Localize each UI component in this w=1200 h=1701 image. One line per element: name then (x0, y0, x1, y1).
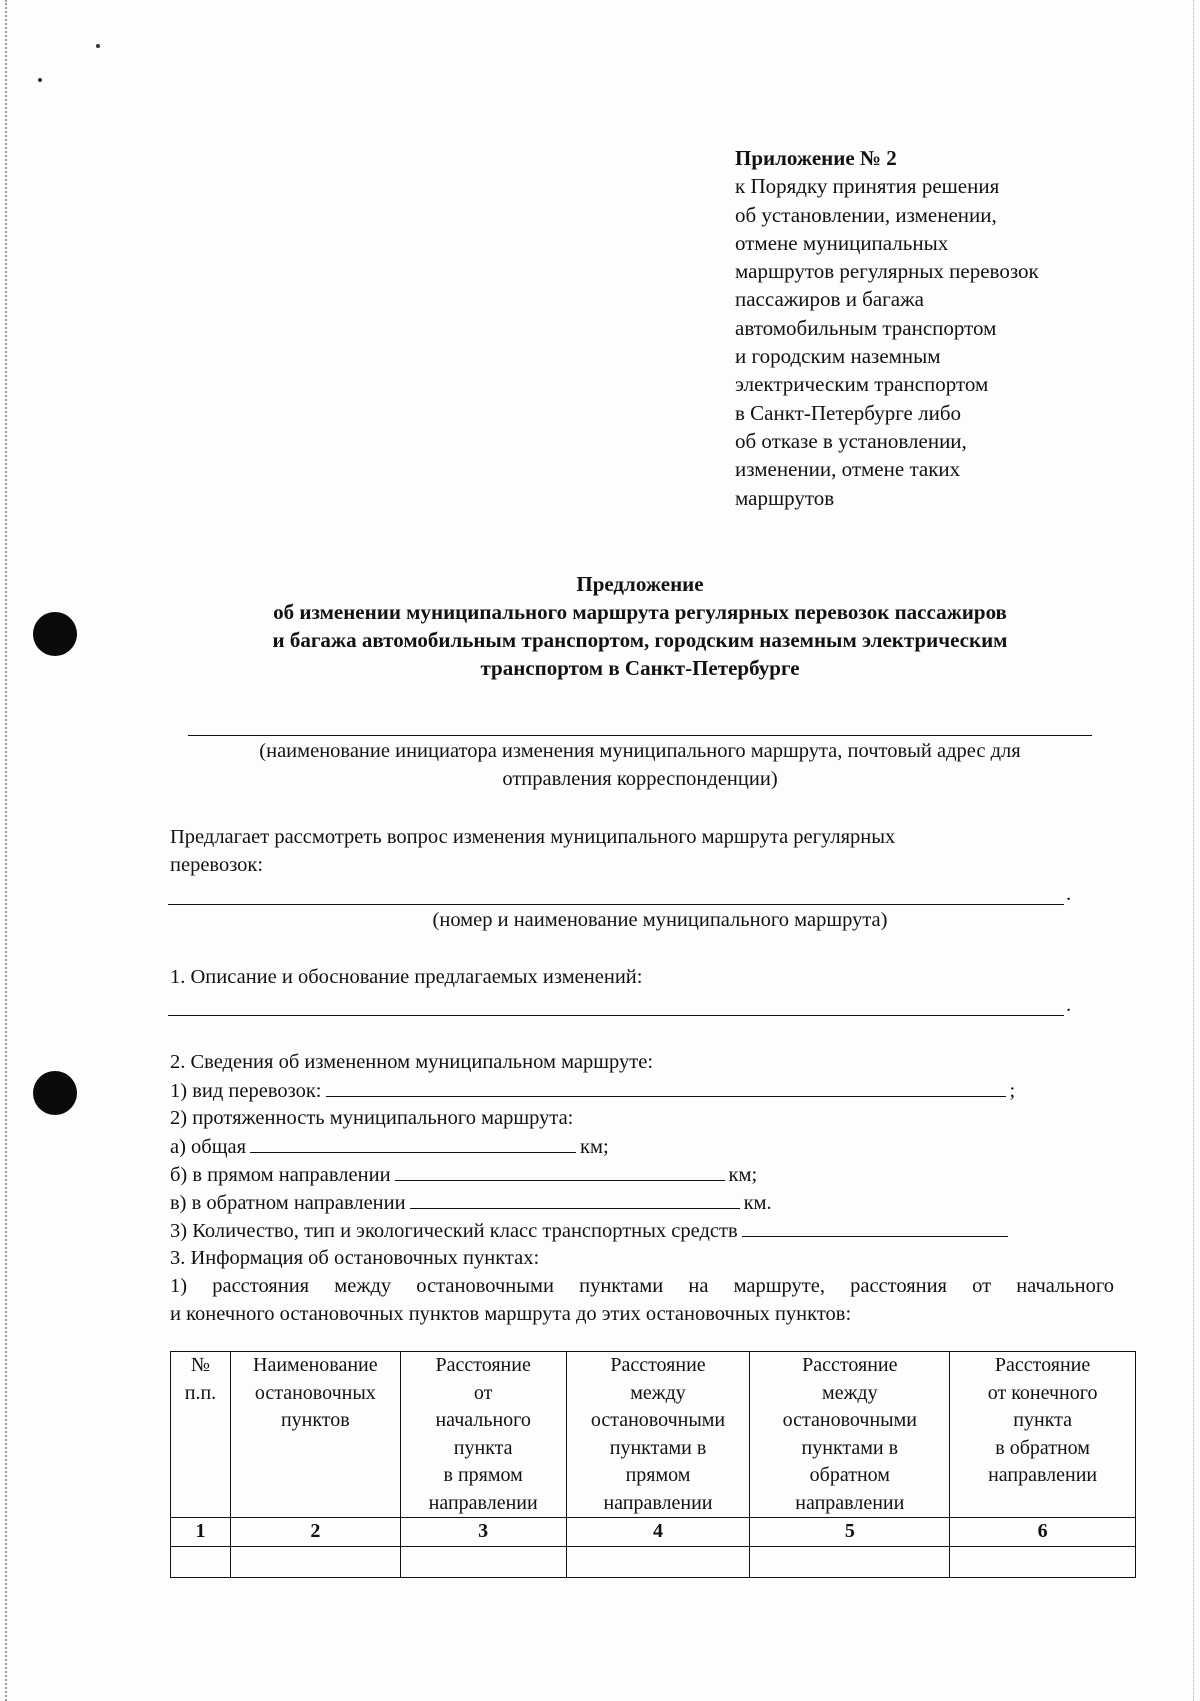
scan-edge-left (5, 0, 7, 1701)
header-text: остановочных (254, 1381, 376, 1404)
header-text: Расстояние (610, 1354, 706, 1376)
column-number-cell: 3 (400, 1518, 566, 1547)
length-label: 2) протяженность муниципального маршрута: (170, 1107, 574, 1129)
appendix-line: автомобильным транспортом (735, 315, 997, 340)
header-text: п.п. (184, 1381, 217, 1404)
appendix-line: к Порядку принятия решения (735, 174, 1000, 199)
appendix-line: отмене муниципальных (735, 230, 949, 255)
forward-length-unit: км; (728, 1164, 758, 1186)
distances-line: и конечного остановочных пунктов маршрута до этих остановочных пунктов: (170, 1303, 852, 1325)
route-input-line[interactable] (168, 904, 1064, 905)
header-text: от (473, 1381, 493, 1404)
punch-hole-icon (33, 612, 77, 656)
table-cell[interactable] (750, 1546, 950, 1577)
header-text: между (822, 1381, 878, 1404)
header-text: пункта (453, 1436, 513, 1459)
table-cell[interactable] (950, 1546, 1136, 1577)
backward-length-field[interactable] (410, 1188, 740, 1209)
header-text: Наименование (253, 1354, 378, 1376)
description-input-line[interactable] (168, 1015, 1064, 1016)
backward-length-row (170, 1188, 772, 1217)
column-number-cell: 5 (750, 1518, 950, 1547)
title-line: транспортом в Санкт-Петербурге (480, 656, 800, 680)
header-text: направлении (428, 1491, 538, 1514)
scan-speck (38, 78, 42, 82)
column-number-cell: 4 (566, 1518, 750, 1547)
header-text: Расстояние (994, 1354, 1091, 1376)
header-text: остановочными (782, 1409, 917, 1431)
transport-type-row (170, 1076, 1015, 1105)
caption-line: (наименование инициатора изменения муниципального маршрута, почтовый адрес для (259, 740, 1021, 762)
initiator-caption (160, 737, 1120, 793)
table-header-cell (750, 1352, 950, 1518)
appendix-line: пассажиров и багажа (735, 287, 924, 312)
appendix-heading: Приложение № 2 (735, 146, 897, 170)
vehicles-field[interactable] (742, 1216, 1008, 1237)
forward-length-row (170, 1160, 757, 1189)
route-caption (160, 906, 1160, 934)
header-text: в прямом (443, 1464, 523, 1486)
table-header-cell (230, 1352, 400, 1518)
header-text: прямом (625, 1464, 691, 1486)
distances-paragraph (170, 1272, 1114, 1328)
document-title (160, 570, 1120, 682)
header-text: остановочными (590, 1409, 726, 1431)
column-number-cell: 2 (230, 1518, 400, 1547)
table-header-cell (950, 1352, 1136, 1518)
transport-type-end: ; (1009, 1080, 1016, 1102)
route-line-end: . (1066, 883, 1072, 905)
appendix-note (735, 144, 1155, 512)
appendix-line: об установлении, изменении, (735, 202, 997, 227)
caption-line: (номер и наименование муниципального маршрута) (432, 909, 888, 931)
appendix-line: и городским наземным (735, 344, 941, 369)
total-length-label: а) общая (170, 1136, 247, 1158)
header-text: № (190, 1354, 210, 1376)
forward-length-label: б) в прямом направлении (170, 1164, 391, 1186)
appendix-line: об отказе в установлении, (735, 428, 967, 453)
transport-type-label: 1) вид перевозок: (170, 1080, 322, 1102)
punch-hole-icon (33, 1071, 77, 1115)
header-text: в обратном (995, 1436, 1090, 1459)
backward-length-unit: км. (743, 1192, 772, 1214)
table-cell[interactable] (566, 1546, 750, 1577)
header-text: пункта (1013, 1409, 1072, 1431)
header-text: пунктами в (609, 1436, 707, 1459)
proposal-text-line: перевозок: (170, 854, 264, 876)
transport-type-field[interactable] (326, 1076, 1006, 1097)
table-row (171, 1546, 1136, 1577)
section2-label: 2. Сведения об измененном муниципальном маршруте: (170, 1051, 654, 1073)
appendix-line: изменении, отмене таких (735, 457, 961, 482)
distances-line: 1) расстояния между остановочными пунктами на маршруте, расстояния от начального (170, 1275, 1114, 1297)
table-header-cell (400, 1352, 566, 1518)
appendix-line: маршрутов (735, 485, 835, 510)
vehicles-row (170, 1216, 1012, 1245)
forward-length-field[interactable] (395, 1160, 725, 1181)
table-header-cell (566, 1352, 750, 1518)
header-text: Расстояние (802, 1354, 898, 1376)
proposal-text-line: Предлагает рассмотреть вопрос изменения муниципального маршрута регулярных (170, 826, 896, 848)
header-text: обратном (809, 1464, 890, 1486)
scan-speck (96, 44, 100, 48)
header-text: направлении (988, 1464, 1098, 1486)
section3-label: 3. Информация об остановочных пунктах: (170, 1247, 540, 1269)
header-text: между (630, 1381, 686, 1404)
title-line: об изменении муниципального маршрута регулярных перевозок пассажиров (273, 600, 1007, 624)
appendix-line: в Санкт-Петербурге либо (735, 400, 962, 425)
table-header-row (171, 1352, 1136, 1518)
backward-length-label: в) в обратном направлении (170, 1192, 406, 1214)
header-text: пунктов (280, 1409, 350, 1431)
title-line: Предложение (576, 572, 704, 596)
header-text: направлении (603, 1491, 713, 1514)
caption-line: отправления корреспонденции) (502, 768, 778, 790)
appendix-line: электрическим транспортом (735, 372, 989, 397)
initiator-input-line[interactable] (188, 735, 1092, 736)
table-number-row (171, 1518, 1136, 1547)
total-length-field[interactable] (250, 1132, 576, 1153)
total-length-unit: км; (580, 1136, 609, 1158)
table-cell[interactable] (171, 1546, 231, 1577)
header-text: Расстояние (435, 1354, 531, 1376)
header-text: начального (435, 1409, 531, 1431)
title-line: и багажа автомобильным транспортом, городским наземным электрическим (272, 628, 1008, 652)
column-number-cell: 6 (950, 1518, 1136, 1547)
header-text: от конечного (987, 1381, 1098, 1404)
table-header-cell (171, 1352, 231, 1518)
column-number-cell: 1 (171, 1518, 231, 1547)
scan-edge-right (1193, 0, 1194, 1701)
stops-table (170, 1351, 1136, 1578)
description-line-end: . (1066, 994, 1072, 1016)
vehicles-label: 3) Количество, тип и экологический класс транспортных средств (170, 1220, 738, 1242)
header-text: направлении (795, 1491, 905, 1514)
table-cell[interactable] (400, 1546, 566, 1577)
section1-label: 1. Описание и обоснование предлагаемых изменений: (170, 966, 643, 988)
header-text: пунктами в (801, 1436, 899, 1459)
appendix-line: маршрутов регулярных перевозок (735, 259, 1039, 284)
table-cell[interactable] (230, 1546, 400, 1577)
total-length-row (170, 1132, 609, 1161)
